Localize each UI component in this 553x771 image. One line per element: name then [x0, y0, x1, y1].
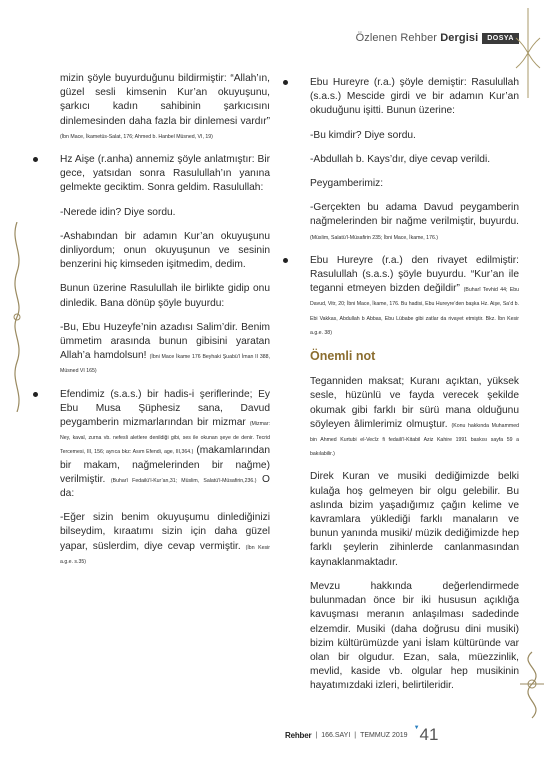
paragraph-text: O da:: [60, 473, 270, 500]
reference-note: (İbni Mace İkame 176 Beyhaki Şuabü’l İman II 388, Müsned VI 165): [60, 354, 270, 375]
paragraph-text: (makamlarından bir makam, nağmelerinden bir nağme) verilmiştir.: [60, 445, 270, 485]
page-number: ▼41: [413, 725, 439, 744]
paragraph-text: Bunun üzerine Rasulullah ile birlikte gidip onu dinledik. Bana dönüp şöyle buyurdu:: [60, 283, 270, 309]
bullet-paragraph: [60, 153, 270, 196]
paragraph-text: Hz Aişe (r.anha) annemiz şöyle anlatmıştır: Bir gece, yatsıdan sonra Rasulullah’ın yanına gelmekte geciktim. Sonra geldim. Rasulullah:: [60, 154, 270, 194]
paragraph-text: Mevzu hakkında değerlendirmede bulunmadan önce bir iki hususun açıklığa kavuşması meranın anlaşılması sadedinde elzemdir. Musiki (daha doğrusu dini musiki) bizim kültürümüzde yani İslam kültüründe var olan bir olgudur. Ezan, sala, müezzinlik, mevlid, kaside vb. olgular hep musikinin hayatımızdaki izleri, belirtileridir.: [310, 580, 519, 692]
reference-note: (Buharî Tevhid 44; Ebu Davud, Vitr, 20; İbni Mace, İkame, 176. Bu hadisi, Ebu Hureyre’den başka Hz. Aişe, Sa’d b. Ebi Vakkas, Abdullah b Abbas, Ebu Lübabe gibi zatlar da rivayet etmiştir. Bkz. İbn Kesir a.g.e. 38): [310, 287, 519, 336]
paragraph-text: -Bu kimdir? Diye sordu.: [310, 129, 416, 141]
paragraph-text: -Eğer sizin benim okuyuşumu dinlediğinizi bilseydim, kıraatımı sizin için daha güzel yapar, süslerdim, diye cevap vermiştir.: [60, 512, 270, 552]
paragraph: [310, 470, 519, 569]
reference-note: (İbn Kesir a.g.e. s.35): [60, 544, 270, 565]
bullet-paragraph: [60, 388, 270, 502]
paragraph-text: Direk Kuran ve musiki dediğimizde belki kulağa hoş gelmeyen bir olgu gelebilir. Bu aslında bizim yaşadığımız çağın kelime ve kavramlara yüklediği farklı manaların ve bunun yanında musiki/ müzik dediğimizde hep farklı şeylerin zihinlerde canlanmasından kaynaklanmaktadır.: [310, 471, 519, 568]
paragraph: [60, 72, 270, 143]
footer-date: TEMMUZ 2019: [360, 731, 408, 739]
page-header: [356, 30, 519, 46]
paragraph: [60, 321, 270, 378]
paragraph-text: mizin şöyle buyurduğunu bildirmiştir: “Allah’ın, güzel sesli kimsenin Kur’an okuyuşunu, şarkıcı kadın sahibinin şarkıcısını dinlemesinden daha fazla bir dinlemesi vardır”: [60, 73, 270, 127]
section-tag: DOSYA: [482, 33, 519, 44]
section-heading: Önemli not: [310, 349, 376, 364]
paragraph-text: Peygamberimiz:: [310, 178, 384, 190]
paragraph-text: Teganniden maksat; Kuranı açıktan, yüksek sesle, hüzünlü ve fayda verecek şekilde okumak gibi farklı bir sürü mana olduğunu söyleyen âlimlerimiz olmuştur.: [310, 376, 519, 430]
footer-logo: Rehber: [285, 730, 312, 740]
paragraph-text: Efendimiz (s.a.s.) bir hadis-i şeriflerinde; Ey Ebu Musa Şüphesiz sana, Davud peygamberin mizmarlarından bir mizmar: [60, 388, 270, 429]
bullet-icon: [283, 258, 288, 263]
ornament-top-right-icon: [508, 8, 548, 98]
paragraph: [310, 201, 519, 244]
bullet-icon: [33, 157, 38, 162]
paragraph: [60, 282, 270, 310]
bullet-icon: [33, 392, 38, 397]
paragraph: [60, 206, 270, 220]
paragraph-text: -Ashabından bir adamın Kur’an okuyuşunu dinliyordum; onun okuyuşunun ve sesinin benzerini hiç kimseden işitmedim, dedim.: [60, 230, 270, 271]
paragraph: [60, 511, 270, 568]
paragraph-text: -Gerçekten bu adama Davud peygamberin nağmelerinden bir nağme verilmiştir, buyurdu.: [310, 202, 519, 228]
ornament-bottom-right-icon: [514, 650, 550, 720]
page-footer: Rehber | 166.SAYI | TEMMUZ 2019 ▼41: [285, 725, 439, 744]
paragraph: [310, 129, 519, 143]
paragraph-text: Ebu Hureyre (r.a.) şöyle demiştir: Rasulullah (s.a.s.) Mescide girdi ve bir adamın Kur’an okuduğunu işitti. Bunun üzerine:: [310, 77, 519, 117]
left-column: [60, 72, 270, 578]
footer-issue: 166.SAYI: [321, 731, 351, 739]
reference-note: (Müslim, Salatü’l-Müsafirin 235; İbni Mace, İkame, 176.): [310, 234, 439, 241]
reference-note: (Buharî Fedailü’l-Kur’an,31; Müslim, Salatü’l-Müsafirin,236.): [110, 477, 257, 484]
reference-note: (Konu hakkında Muhammed bin Ahmed Kurtubi el-Vecîz fi fedaili’l-Kitabil Aziz Kahire 1991 baskısı sayfa 59 a bakılabilir.): [310, 422, 519, 458]
paragraph: [60, 230, 270, 273]
paragraph-text: -Bu, Ebu Huzeyfe’nin azadısı Salim’dir. Benim ümmetim arasında bunun gibisini yaratan Allah’a hamdolsun!: [60, 321, 270, 362]
paragraph-text: -Nerede idin? Diye sordu.: [60, 206, 176, 218]
publication-name: Özlenen Rehber Dergisi: [355, 32, 479, 44]
paragraph-text: -Abdullah b. Kays’dır, diye cevap verildi.: [310, 153, 491, 165]
ornament-left-icon: [8, 222, 26, 412]
bullet-paragraph: [310, 76, 519, 119]
bullet-icon: [283, 80, 288, 85]
reference-note: (Mizmar: Ney, kaval, zurna vb. nefesli aletlere denildiği gibi, ses ile okunan şeye de denir. Tecrid Tercemesi, III, 156; ayrıca bkz: Asım Efendi, age, III,364.): [60, 421, 270, 456]
right-column: [310, 76, 519, 704]
paragraph-text: Ebu Hureyre (r.a.) den rivayet edilmiştir: Rasulullah (s.a.s.) şöyle buyurdu. “Kur’an ile teganni etmeyen bizden değildir”: [310, 254, 519, 295]
bullet-paragraph: [310, 254, 519, 339]
paragraph: [310, 153, 519, 167]
paragraph: [310, 580, 519, 694]
paragraph: [310, 375, 519, 460]
reference-note: (İbn Mace, İkametüs-Salat, 176; Ahmed b. Hanbel Müsned, VI, 19): [60, 133, 213, 140]
paragraph: [310, 177, 519, 191]
